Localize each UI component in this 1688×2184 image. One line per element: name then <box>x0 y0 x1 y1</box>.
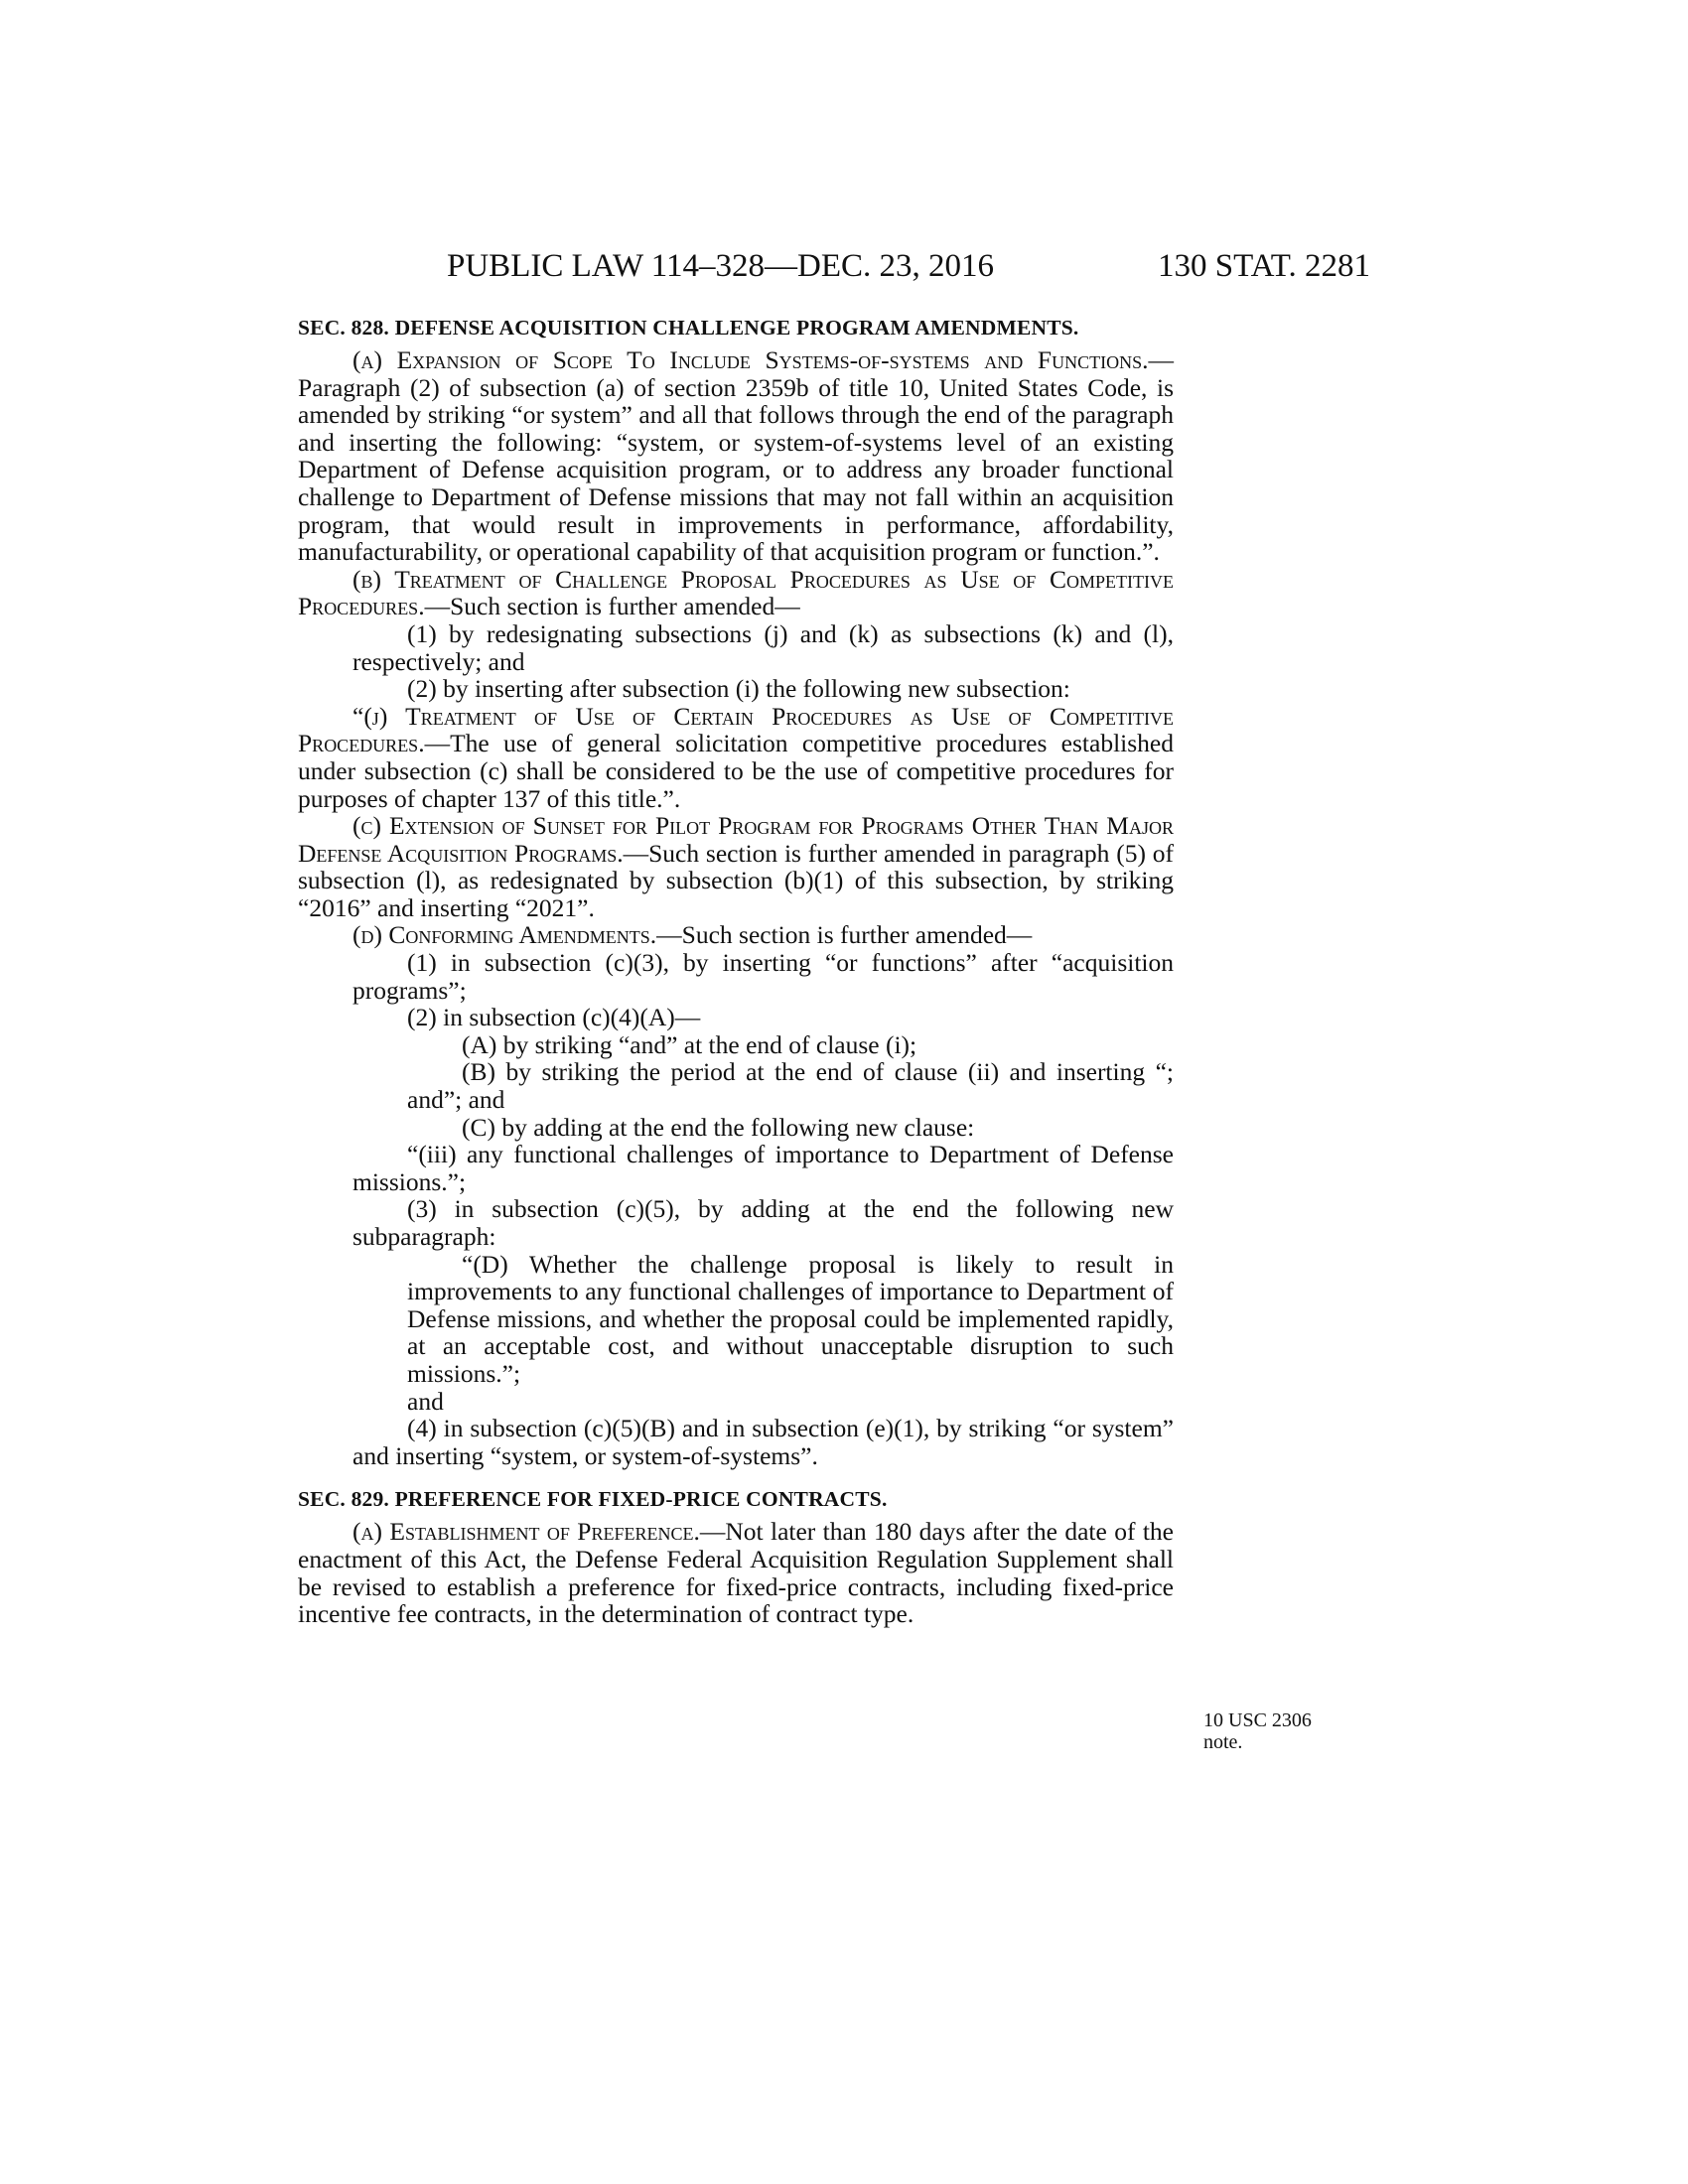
sec829-subsection-a <box>298 1518 1174 1627</box>
running-header <box>447 248 1370 284</box>
margin-note-citation: 10 USC 2306 <box>1203 1709 1312 1731</box>
sec828-subsection-d <box>298 921 1174 949</box>
sec828-d-paragraph-2: (2) in subsection (c)(4)(A)— <box>407 1003 701 1032</box>
sec828-d-subparagraph-A: (A) by striking “and” at the end of clause (i); <box>462 1029 917 1059</box>
subsection-j-body: —The use of general solicitation competitive procedures established under subsection (c) shall be considered to be the use of competitive procedures for purposes of chapter 137 of this title.”. <box>298 729 1174 813</box>
sec828-a-body: —Paragraph (2) of subsection (a) of section 2359b of title 10, United States Code, is amended by striking “or system” and all that follows through the end of the paragraph and inserting the following: “system, or system-of-systems level of an existing Department of Defense acquisition program, or to address any broader functional challenge to Department of Defense missions that may not fall within an acquisition program, that would result in improvements in performance, affordability, manufacturability, or operational capability of that acquisition program or function.”. <box>298 345 1174 567</box>
sec828-b-paragraph-1: (1) by redesignating subsections (j) and (k) as subsections (k) and (l), respectively; and <box>352 618 1174 676</box>
sec828-c-caption: (c) Extension of Sunset for Pilot Program for Programs Other Than Major Defense Acquisition Programs. <box>298 811 1174 868</box>
conjunction-and: and <box>407 1386 444 1416</box>
document-body <box>298 316 1174 1628</box>
sec828-subsection-b <box>298 566 1174 620</box>
sec829-a-caption: (a) Establishment of Preference. <box>352 1517 700 1547</box>
sec828-c-body: —Such section is further amended in paragraph (5) of subsection (l), as redesignated by subsection (b)(1) of this subsection, by striking “2016” and inserting “2021”. <box>298 838 1174 922</box>
sec828-subsection-c <box>298 812 1174 921</box>
sec828-d-caption: (d) Conforming Amendments. <box>352 920 657 950</box>
section-829-heading: SEC. 829. PREFERENCE FOR FIXED-PRICE CONTRACTS. <box>298 1487 888 1512</box>
sec828-d-subparagraph-C: (C) by adding at the end the following new clause: <box>462 1112 975 1142</box>
quoted-clause-iii: “(iii) any functional challenges of importance to Department of Defense missions.”; <box>352 1140 1174 1196</box>
public-law-citation: PUBLIC LAW 114–328—DEC. 23, 2016 <box>447 248 995 284</box>
subsection-j-caption: “(j) Treatment of Use of Certain Procedures as Use of Competitive Procedures. <box>298 701 1174 758</box>
sec828-d-paragraph-1: (1) in subsection (c)(3), by inserting “or functions” after “acquisition programs”; <box>352 948 1174 1005</box>
sec828-d-paragraph-4: (4) in subsection (c)(5)(B) and in subsection (e)(1), by striking “or system” and inserting “system, or system-of-systems”. <box>352 1414 1174 1470</box>
sec828-d-body: —Such section is further amended— <box>656 920 1033 950</box>
new-subsection-j <box>298 703 1174 812</box>
sec828-subsection-a <box>298 346 1174 566</box>
section-828-heading: SEC. 828. DEFENSE ACQUISITION CHALLENGE PROGRAM AMENDMENTS. <box>298 316 1079 340</box>
sec828-d-subparagraph-B: (B) by striking the period at the end of clause (ii) and inserting “; and”; and <box>407 1057 1174 1115</box>
margin-note-suffix: note. <box>1203 1731 1243 1753</box>
sec828-b-paragraph-2: (2) by inserting after subsection (i) the following new subsection: <box>407 674 1070 704</box>
sec828-b-body: —Such section is further amended— <box>424 592 800 621</box>
sec828-a-caption: (a) Expansion of Scope To Include Systems-of-systems and Functions. <box>352 345 1149 374</box>
statute-page-number: 130 STAT. 2281 <box>1157 248 1370 284</box>
quoted-subparagraph-D: “(D) Whether the challenge proposal is likely to result in improvements to any functional challenges of importance to Department of Defense missions, and whether the proposal could be implemented rapidly, at an acceptable cost, and without unacceptable disruption to such missions.”; <box>407 1249 1174 1388</box>
sec828-d-paragraph-3: (3) in subsection (c)(5), by adding at the end the following new subparagraph: <box>352 1194 1174 1251</box>
usc-margin-note <box>1203 1709 1342 1753</box>
sec828-b-caption: (b) Treatment of Challenge Proposal Procedures as Use of Competitive Procedures. <box>298 564 1174 621</box>
sec829-a-body: —Not later than 180 days after the date of the enactment of this Act, the Defense Federal Acquisition Regulation Supplement shall be revised to establish a preference for fixed-price contracts, including fixed-price incentive fee contracts, in the determination of contract type. <box>298 1517 1174 1629</box>
